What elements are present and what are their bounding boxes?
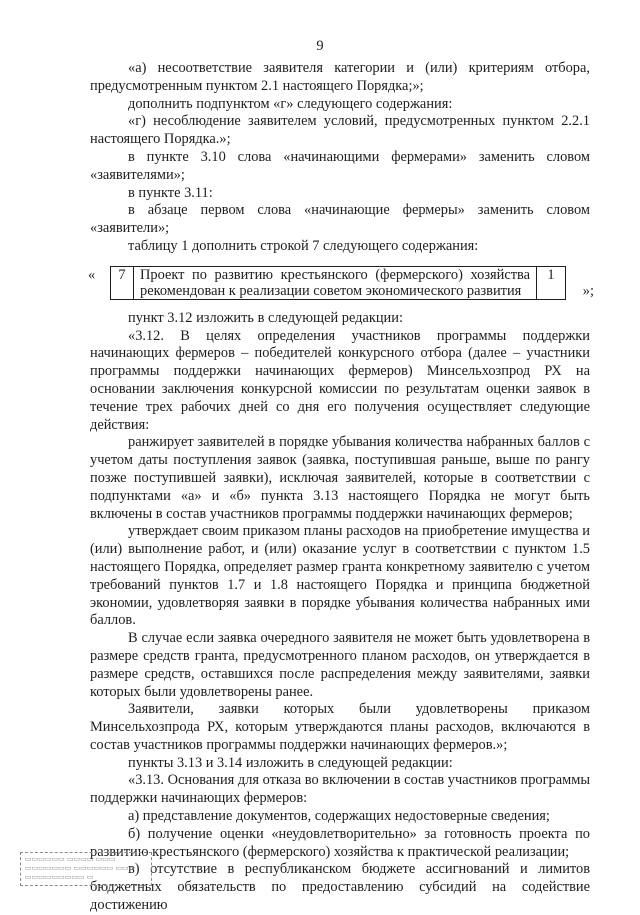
paragraph: «а) несоответствие заявителя категории и (или) критериям отбора, предусмотренным пунктом 2.1 настоящего Порядка;»; [90,60,590,94]
paragraph: б) получение оценки «неудовлетворительно» за готовность проекта по развитию крестьянского (фермерского) хозяйства к практической реализации; [90,825,590,860]
paragraph: пункт 3.12 изложить в следующей редакции: [128,309,403,326]
paragraph: в пункте 3.11: [128,184,213,201]
open-quote: « [88,266,96,283]
paragraph: а) представление документов, содержащих недостоверные сведения; [128,808,550,825]
paragraph: «г) несоблюдение заявителем условий, предусмотренных пунктом 2.2.1 настоящего Порядка.»; [90,113,590,148]
close-quote: »; [582,282,594,299]
paragraph: таблицу 1 дополнить строкой 7 следующего содержания: [128,237,479,254]
paragraph: утверждает своим приказом планы расходов на приобретение имущества и (или) выполнение работ, и (или) оказание услуг в соответствии с пунктом 1.5 настоящего Порядка, определяет размер гранта конкретному заявителю с учетом требований пунктов 1.7 и 1.8 настоящего Порядка и принципа бюджетной экономии, удовлетворяя заявки в порядке убывания количества набранных ими баллов. [90,523,590,629]
row-text-cell: Проект по развитию крестьянского (фермерского) хозяйства рекомендован к реализации советом экономического развития [140,266,530,300]
paragraph: в) отсутствие в республиканском бюджете ассигнований и лимитов бюджетных обязательств по предоставлению субсидий на содействие достижению [90,861,590,914]
inserted-table-row [88,264,594,304]
page-number: 9 [316,38,324,54]
row-number-cell: 7 [111,267,134,299]
paragraph: Заявители, заявки которых были удовлетворены приказом Минсельхозпрода РХ, которым утверждаются планы расходов, включаются в состав участников программы поддержки начинающих фермеров.»; [90,701,590,753]
document-body [88,60,594,915]
paragraph: в абзаце первом слова «начинающие фермеры» заменить словом «заявители»; [90,202,590,237]
table [110,266,566,300]
faded-stamp: ▭▭▭▭▭▭ ▭▭▭▭ ▭▭▭ ▭▭▭▭▭▭▭ ▭▭▭▭▭▭ ▭▭▭ ▭▭▭▭▭▭▭▭▭ ▭ [20,852,152,886]
paragraph: пункты 3.13 и 3.14 изложить в следующей редакции: [128,754,453,771]
paragraph: «3.13. Основания для отказа во включении в состав участников программы поддержки начинающих фермеров: [90,772,590,807]
paragraph: «3.12. В целях определения участников программы поддержки начинающих фермеров – победителей конкурсного отбора (далее – участники программы поддержки начинающих фермеров) Минсельхозпрод РХ на основании заключения конкурсной комиссии по результатам оценки заявок в течение трех рабочих дней со дня его получения осуществляет следующие действия: [90,327,590,433]
row-value-cell: 1 [536,267,565,299]
paragraph: ранжирует заявителей в порядке убывания количества набранных баллов с учетом даты поступления заявок (заявка, поступившая раньше, выше по рангу позже поступившей заявки), исключая заявителей, которые в соответствии с подпунктами «а» и «б» пункта 3.13 настоящего Порядка не могут быть включены в состав участников программы поддержки начинающих фермеров; [90,434,590,522]
paragraph: дополнить подпунктом «г» следующего содержания: [128,95,453,112]
paragraph: в пункте 3.10 слова «начинающими фермерами» заменить словом «заявителями»; [90,148,590,183]
paragraph: В случае если заявка очередного заявителя не может быть удовлетворена в размере средств гранта, предусмотренного планом расходов, он утверждается в размере средств, оставшихся после распределения между заявителями, заявки которых были удовлетворены ранее. [90,630,590,700]
